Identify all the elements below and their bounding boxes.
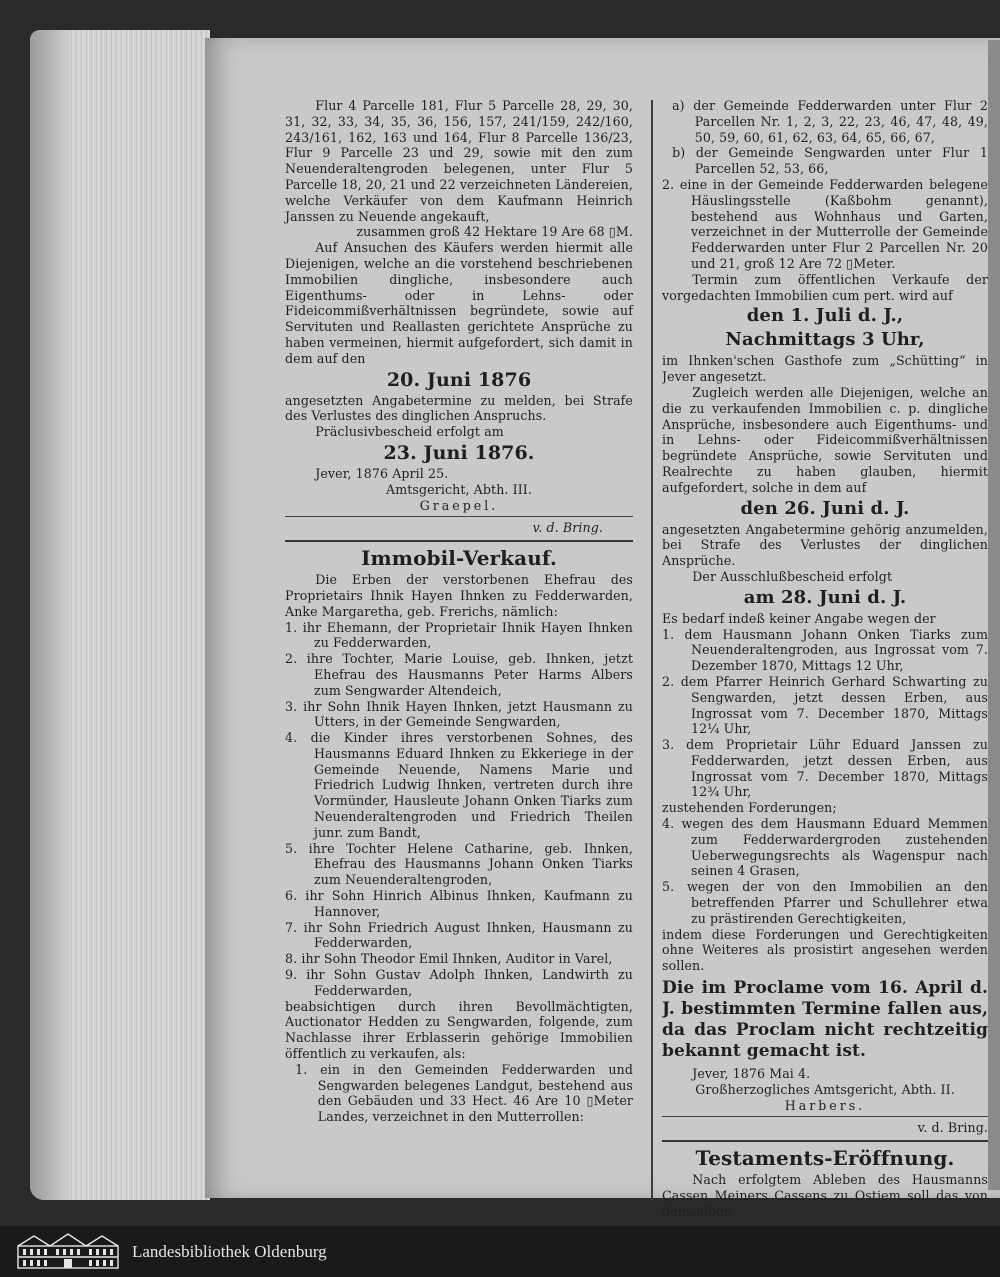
- claims-tail: zustehenden Forderungen;: [662, 800, 837, 816]
- heir-item: 3. ihr Sohn Ihnik Hayen Ihnken, jetzt Hausmann zu Utters, in der Gemeinde Sengwarden,: [285, 698, 633, 730]
- left-column: [285, 98, 633, 1125]
- section-heading-testament: Testaments-Eröffnung.: [695, 1146, 955, 1171]
- claims-penalty: angesetzten Angabetermine gehörig anzumelden, bei Strafe des Verlustes der dinglichen Ansprüche.: [662, 521, 988, 569]
- claim-item: 5. wegen der von den Immobilien an den betreffenden Pfarrer und Schullehrer etwa zu prästirenden Gerechtigkeiten,: [662, 879, 988, 926]
- section-divider: [285, 540, 633, 542]
- section-divider: [662, 1140, 988, 1142]
- right-column: [662, 98, 988, 1220]
- claims-summons: Zugleich werden alle Diejenigen, welche an die zu verkaufenden Immobilien c. p. dingliche Ansprüche, insbesondere auch Eigenthums- und in Lehns- oder Fideicommißverhältnissen begründete Ansprüche, sowie Servituten und Realrechte zu haben glauben, hiermit aufgefordert, solche in dem auf: [662, 384, 988, 495]
- heir-item: 5. ihre Tochter Helene Catharine, geb. Ihnken, Ehefrau des Hausmanns Johann Onken Tiarks zum Neuenderaltengroden,: [285, 840, 633, 888]
- sale-intent-text: beabsichtigen durch ihren Bevollmächtigten, Auctionator Hedden zu Sengwarden, folgende, zum Nachlasse ihrer Erblasserin gehörige Immobilien öffentlich zu verkaufen, als:: [285, 998, 633, 1062]
- printer-name: v. d. Bring.: [917, 1120, 988, 1136]
- heir-item: 7. ihr Sohn Friedrich August Ihnken, Hausmann zu Fedderwarden,: [285, 919, 633, 951]
- printer-name: v. d. Bring.: [532, 520, 603, 536]
- section-heading-immobil: Immobil-Verkauf.: [361, 546, 557, 571]
- exemption-text: Es bedarf indeß keiner Angabe wegen der: [662, 610, 936, 626]
- heir-item: 4. die Kinder ihres verstorbenen Sohnes, des Hausmanns Eduard Ihnken zu Ekkeriege in der Gemeinde Neuende, Namens Marie und Friedrich Ludwig Ihnken, vertreten durch ihre Vormünder, Hausleute Johann Onken Tiarks zum Neuenderaltengroden und Friedrich Theilen junr. zum Bandt,: [285, 730, 633, 840]
- signature: Graepel.: [419, 497, 499, 513]
- auction-date: den 1. Juli d. J.,: [746, 305, 904, 327]
- place-date: Jever, 1876 April 25.: [315, 465, 449, 481]
- heirs-intro: Die Erben der verstorbenen Ehefrau des Proprietairs Ihnik Hayen Ihnken zu Fedderwarden, Anke Margaretha, geb. Frerichs, nämlich:: [285, 572, 633, 619]
- claim-item: 1. dem Hausmann Johann Onken Tiarks zum Neuenderaltengroden, aus Ingrossat vom 7. Dezember 1870, Mittags 12 Uhr,: [662, 626, 988, 674]
- page-gutter-shadow: [988, 40, 1000, 1190]
- property-item: 1. ein in den Gemeinden Fedderwarden und Sengwarden belegenes Landgut, bestehend aus den Gebäuden und 33 Hect. 46 Are 10 ▯Meter Landes, verzeichnet in den Mutterrollen:: [295, 1061, 633, 1125]
- hearing-date: 20. Juni 1876: [386, 368, 532, 391]
- auction-time: Nachmittags 3 Uhr,: [725, 329, 925, 351]
- exclusion-date: am 28. Juni d. J.: [743, 586, 907, 608]
- auction-text: Termin zum öffentlichen Verkaufe der vorgedachten Immobilien cum pert. wird auf: [662, 271, 988, 303]
- book-page-edges: [30, 30, 210, 1200]
- library-name[interactable]: Landesbibliothek Oldenburg: [132, 1242, 327, 1261]
- exclusion-text: Der Ausschlußbescheid erfolgt: [692, 568, 893, 584]
- claim-item: 2. dem Pfarrer Heinrich Gerhard Schwarting zu Sengwarden, jetzt dessen Erben, aus Ingrossat vom 7. December 1870, Mittags 12¼ Uhr,: [662, 673, 988, 737]
- preclusion-date: 23. Juni 1876.: [383, 441, 535, 464]
- claims-date: den 26. Juni d. J.: [740, 497, 910, 519]
- claims-closing: indem diese Forderungen und Gerechtigkeiten ohne Weiteres als prosistirt angesehen werden sollen.: [662, 926, 988, 974]
- parcel-list-b: b) der Gemeinde Sengwarden unter Flur 1 Parcellen 52, 53, 66,: [672, 145, 988, 177]
- testament-text: Nach erfolgtem Ableben des Hausmanns Cassen Meiners Cassens zu Ostiem soll das von demselben: [662, 1172, 988, 1219]
- cancellation-notice: Die im Proclame vom 16. April d. J. bestimmten Termine fallen aus, da das Proclam nicht rechtzeitig bekannt gemacht ist.: [662, 978, 988, 1062]
- claim-item: 3. dem Proprietair Lühr Eduard Janssen zu Fedderwarden, jetzt dessen Erben, aus Ingrossat vom 7. December 1870, Mittags 12¾ Uhr,: [662, 737, 988, 800]
- court-name: Amtsgericht, Abth. III.: [386, 481, 532, 497]
- heir-item: 8. ihr Sohn Theodor Emil Ihnken, Auditor in Varel,: [285, 951, 613, 967]
- land-parcels-text: Flur 4 Parcelle 181, Flur 5 Parcelle 28, 29, 30, 31, 32, 33, 34, 35, 36, 156, 157, 241/159, 242/160, 243/161, 162, 163 und 164, Flur 8 Parcelle 136/23, Flur 9 Parcelle 23 und 29, sowie mit den zum Neuenderaltengroden belegenen, unter Flur 5 Parcelle 18, 20, 21 und 22 verzeichneten Ländereien, welche Verkäufer von dem Kaufmann Heinrich Janssen zu Neuende angekauft,: [285, 98, 633, 224]
- place-date: Jever, 1876 Mai 4.: [692, 1066, 811, 1082]
- claim-item: 4. wegen des dem Hausmann Eduard Memmen zum Fedderwardergroden zustehenden Ueberwegungsrechts als Wagenspur nach seinen 4 Grasen,: [662, 816, 988, 879]
- heir-item: 1. ihr Ehemann, der Proprietair Ihnik Hayen Ihnken zu Fedderwarden,: [285, 619, 633, 651]
- divider: [662, 1116, 988, 1117]
- library-building-icon: [16, 1232, 120, 1270]
- heir-item: 9. ihr Sohn Gustav Adolph Ihnken, Landwirth zu Fedderwarden,: [285, 967, 633, 998]
- heir-item: 2. ihre Tochter, Marie Louise, geb. Ihnken, jetzt Ehefrau des Hausmanns Peter Harms Albers zum Sengwarder Altendeich,: [285, 651, 633, 698]
- column-divider: [651, 100, 653, 1200]
- total-area: zusammen groß 42 Hektare 19 Are 68 ▯M.: [356, 224, 633, 240]
- preclusion-text: Präclusivbescheid erfolgt am: [315, 424, 504, 440]
- divider: [285, 516, 633, 517]
- parcel-list-a: a) der Gemeinde Fedderwarden unter Flur 2 Parcellen Nr. 1, 2, 3, 22, 23, 46, 47, 48, 49, 50, 59, 60, 61, 62, 63, 64, 65, 66, 67,: [672, 98, 988, 145]
- heir-item: 6. ihr Sohn Hinrich Albinus Ihnken, Kaufmann zu Hannover,: [285, 888, 633, 919]
- auction-place: im Ihnken'schen Gasthofe zum „Schütting“ in Jever angesetzt.: [662, 353, 988, 385]
- court-name: Großherzogliches Amtsgericht, Abth. II.: [695, 1081, 955, 1097]
- summons-text: Auf Ansuchen des Käufers werden hiermit alle Diejenigen, welche an die vorstehend beschriebenen Immobilien dingliche, insbesondere auch Eigenthums- oder in Lehns- oder Fideicommißverhältnissen begründete, sowie auf Servituten und Reallasten gerichtete Ansprüche zu haben vermeinen, hiermit aufgefordert, sich damit in dem auf den: [285, 240, 633, 366]
- library-footer: [0, 1226, 1000, 1277]
- signature: Harbers.: [784, 1097, 866, 1113]
- penalty-text: angesetzten Angabetermine zu melden, bei Strafe des Verlustes des dinglichen Anspruchs.: [285, 392, 633, 424]
- property-item-2: 2. eine in der Gemeinde Fedderwarden belegene Häuslingsstelle (Kaßbohm genannt), bestehend aus Wohnhaus und Garten, verzeichnet in der Mutterrolle der Gemeinde Fedderwarden unter Flur 2 Parcellen Nr. 20 und 21, groß 12 Are 72 ▯Meter.: [662, 176, 988, 271]
